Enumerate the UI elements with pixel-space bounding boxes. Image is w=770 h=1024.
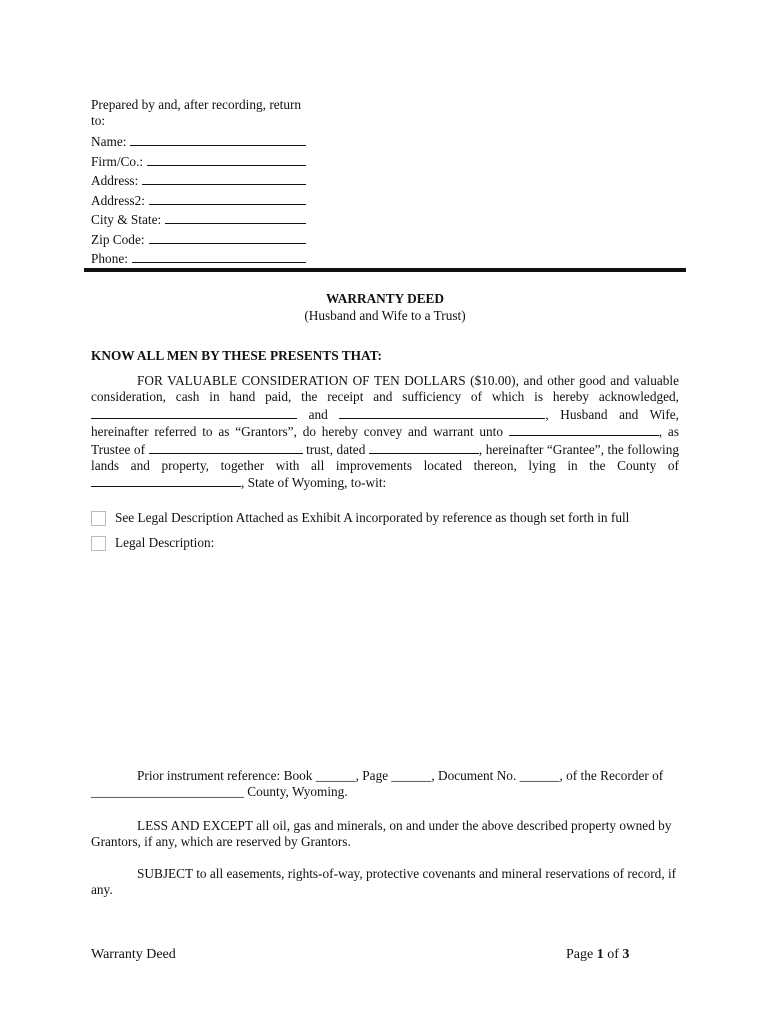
exhibit-a-option[interactable] <box>91 510 629 526</box>
trustee-name-field[interactable] <box>509 423 659 436</box>
subject-to-paragraph: SUBJECT to all easements, rights-of-way, protective covenants and mineral reservations of record, if any. <box>91 866 677 898</box>
less-except-paragraph: LESS AND EXCEPT all oil, gas and minerals, on and under the above described property owned by Grantors, if any, which are reserved by Grantors. <box>91 818 672 850</box>
county-field[interactable] <box>91 474 241 487</box>
grantor1-field[interactable] <box>91 406 297 419</box>
firm-field[interactable]: Firm/Co.: <box>91 152 306 172</box>
legal-description-option[interactable] <box>91 535 214 551</box>
trust-date-field[interactable] <box>369 441 479 454</box>
prior-instrument-paragraph: Prior instrument reference: Book ______, Page ______, Document No. ______, of the Recorder of _______________________ County, Wyoming. <box>91 768 664 800</box>
document-title: WARRANTY DEED <box>325 291 445 306</box>
legal-description-label: Legal Description: <box>115 535 215 550</box>
document-subtitle: (Husband and Wife to a Trust) <box>304 308 466 323</box>
exhibit-a-checkbox[interactable] <box>91 511 106 526</box>
phone-field[interactable]: Phone: <box>91 249 306 269</box>
zip-code-field[interactable]: Zip Code: <box>91 230 306 250</box>
legal-description-checkbox[interactable] <box>91 536 106 551</box>
page-number: Page 1 of 3 <box>566 947 630 962</box>
consideration-paragraph: FOR VALUABLE CONSIDERATION OF TEN DOLLARS ($10.00), and other good and valuable consideration, cash in hand paid, the receipt and sufficiency of which is hereby acknowledged, and , Husband and Wife, hereinafter referred to as “Grantors”, do hereby convey and warrant unto , as Trustee of trust, dated , hereinafter “Grantee”, the following lands and property, together with all improvements located thereon, lying in the County of , State of Wyoming, to-wit: <box>91 373 680 491</box>
preamble-heading: KNOW ALL MEN BY THESE PRESENTS THAT: <box>91 348 382 363</box>
header-divider <box>84 268 686 272</box>
preparer-title: Prepared by and, after recording, return to: <box>91 97 302 128</box>
grantor2-field[interactable] <box>339 406 545 419</box>
address-field[interactable]: Address: <box>91 171 306 191</box>
preparer-block <box>91 97 306 269</box>
city-state-field[interactable]: City & State: <box>91 210 306 230</box>
footer-title: Warranty Deed <box>91 947 176 962</box>
address2-field[interactable]: Address2: <box>91 191 306 211</box>
trust-name-field[interactable] <box>149 441 303 454</box>
exhibit-a-label: See Legal Description Attached as Exhibit A incorporated by reference as though set forth in full <box>115 510 630 525</box>
name-field[interactable]: Name: <box>91 132 306 152</box>
